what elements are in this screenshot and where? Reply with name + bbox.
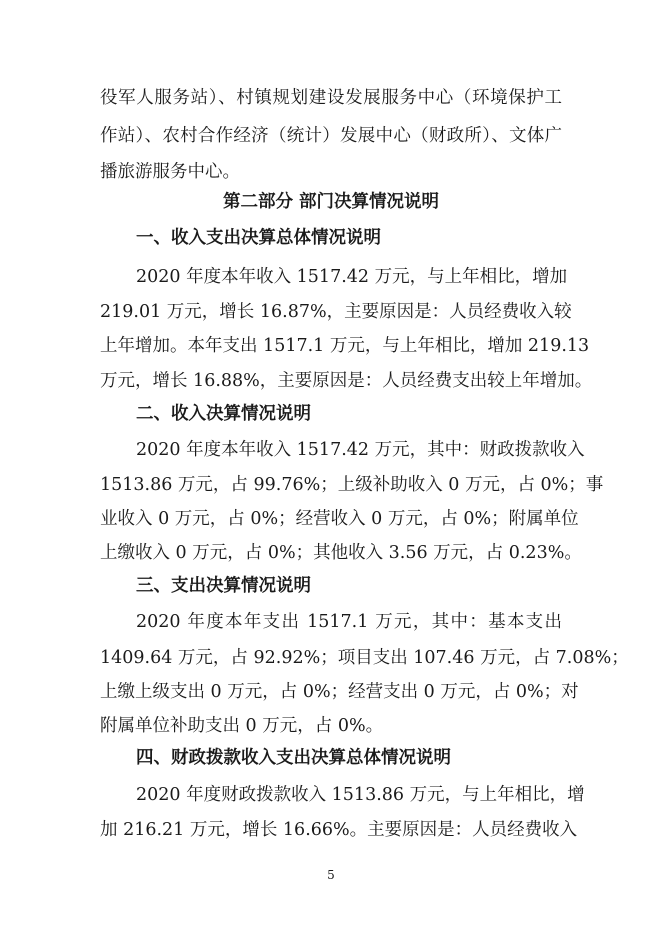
section-1-line-1: 2020 年度本年收入 1517.42 万元，与上年相比，增加	[136, 267, 568, 287]
section-4-heading: 四、财政拨款收入支出决算总体情况说明	[136, 748, 451, 768]
section-2-line-2: 1513.86 万元，占 99.76%；上级补助收入 0 万元，占 0%；事	[100, 475, 604, 495]
page-number: 5	[327, 868, 335, 882]
part-title: 第二部分 部门决算情况说明	[222, 192, 440, 212]
section-1-heading: 一、收入支出决算总体情况说明	[136, 228, 381, 248]
section-4-line-1: 2020 年度财政拨款收入 1513.86 万元，与上年相比，增	[136, 785, 585, 805]
section-2-line-4: 上缴收入 0 万元，占 0%；其他收入 3.56 万元，占 0.23%。	[100, 543, 582, 563]
section-4-line-2: 加 216.21 万元，增长 16.66%。主要原因是：人员经费收入	[100, 820, 578, 840]
section-1-line-3: 上年增加。本年支出 1517.1 万元，与上年相比，增加 219.13	[100, 336, 590, 356]
section-2-heading: 二、收入决算情况说明	[136, 404, 311, 424]
section-2-line-1: 2020 年度本年收入 1517.42 万元，其中：财政拨款收入	[136, 440, 585, 460]
intro-line-2: 作站）、农村合作经济（统计）发展中心（财政所）、文体广	[100, 126, 562, 146]
section-1-line-4: 万元，增长 16.88%，主要原因是：人员经费支出较上年增加。	[100, 371, 593, 391]
intro-line-3: 播旅游服务中心。	[100, 162, 240, 182]
intro-line-1: 役军人服务站）、村镇规划建设发展服务中心（环境保护工	[100, 88, 562, 108]
section-3-heading: 三、支出决算情况说明	[136, 576, 311, 596]
section-1-line-2: 219.01 万元，增长 16.87%，主要原因是：人员经费收入较	[100, 302, 572, 322]
section-2-line-3: 业收入 0 万元，占 0%；经营收入 0 万元，占 0%；附属单位	[100, 509, 579, 529]
section-3-line-3: 上缴上级支出 0 万元，占 0%；经营支出 0 万元，占 0%；对	[100, 682, 579, 702]
section-3-line-1: 2020 年度本年支出 1517.1 万元，其中：基本支出	[136, 612, 562, 632]
section-3-line-2: 1409.64 万元，占 92.92%；项目支出 107.46 万元，占 7.08%；	[100, 648, 629, 668]
section-3-line-4: 附属单位补助支出 0 万元，占 0%。	[100, 716, 384, 736]
